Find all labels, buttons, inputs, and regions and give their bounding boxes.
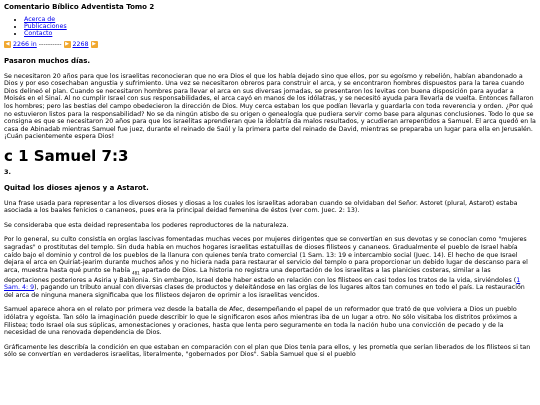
about-link[interactable]: Acerca de: [24, 16, 56, 23]
paragraph-text: apartado de Dios. La historia no registra una deportación de los israelitas a las planicies costeras, similar a las deportaciones posteriores a Asiria y Babilonia. Sin embargo, Israel debe haber estado en relación con los filisteos en casi todos los tratos de la vida, sirviéndoles (: [4, 266, 517, 284]
commentary-paragraph: Se necesitaron 20 años para que los israelitas reconocieran que no era Dios el que los había dejado sino que ellos, por su egoísmo y rebelión, habían abandonado a Dios y por eso cosechaban angustia y sufrimiento. Una vez se necesitaron obreros para construir el arca, y se encontraron hombres dispuestos para la tarea cuando Dios delineó el plan. Cuando se necesitaron hombres para llevar el arca en sus diversas jornadas, se presentaron los levitas con buena disposición para ayudar a Moisés en el Sinaí. Al no cumplir Israel con sus responsabilidades, el arca cayó en manos de los idólatras, y se necesitó ayuda para llevarla de vuelta. Entonces fallaron los hombres; pero las bestias del campo obedecieron la dirección de Dios. Muy cerca estaban los que podían llevarla y guardarla con toda reverencia y orden. ¿Por qué no estuvieron listos para la responsabilidad? No se da ningún atisbo de su origen o genealogía que pudiera servir como base para algunas conclusiones. Todo lo que se consigna es que se necesitaron 20 años para que los israelitas aprendieran que la idolatría da malos resultados, y acudieran arrepentidos a Samuel. El arca quedó en la casa de Abinadab mientras Samuel fue juez, durante el reinado de Saúl y la primera parte del reinado de David, mientras se preparaba un lugar para ella en Jerusalén. ¡Cuán pacientemente espera Dios!: [4, 72, 536, 141]
site-title: Comentario Bíblico Adventista Tomo 2: [4, 3, 155, 11]
left-arrow-icon[interactable]: ◀: [5, 41, 10, 48]
verse-reference: c 1 Samuel 7:3: [4, 146, 129, 165]
link-item: [24, 16, 536, 23]
right-arrow-icon[interactable]: ▶: [65, 41, 69, 48]
verse-number: 3.: [4, 167, 11, 176]
prev-page-link[interactable]: 2266 in: [13, 40, 37, 48]
commentary-paragraph: Gráficamente les describía la condición en que estaban en comparación con el plan que Dios tenía para ellos, y les prometía que serían liberados de los filisteos si tan sólo se convertían en verdaderos israelitas, literalmente, "gobernados por Dios". Sabía Samuel que si el pueblo: [4, 343, 531, 359]
nav-separator: ----------: [38, 40, 62, 48]
next-page-link[interactable]: 2268: [72, 40, 89, 48]
section-heading: Pasaron muchos días.: [4, 56, 91, 65]
paragraph-text: Por lo general, su culto consistía en orgías lascivas fomentadas muchas veces por mujeres dirigentes que se convertían en sus devotas y se conocían como "mujeres sagradas" o prostitutas del templo. Sin duda había en muchos hogares israelitas estatuillas de dioses filisteos y cananeos. Gradualmente el pueblo de Israel había caído bajo el dominio y control de los pueblos de la llanura con quienes tenía trato comercial (1 Sam. 13: 19 e intercambio social (Juec. 14). El hecho de que Israel dejara el arca en Quiriat-jearim durante muchos años y no hiciera nada para restaurar el servicio del templo o para proporcionar un debido lugar de descanso para el arca, muestra hasta qué punto se había: [4, 236, 528, 274]
link-item: [24, 23, 536, 30]
page-navigation: [4, 41, 536, 49]
commentary-paragraph: Samuel aparece ahora en el relato por primera vez desde la batalla de Afec, desempeñando el papel de un reformador que trató de que volviera a Dios un pueblo idólatra y egoísta. Tan sólo la imaginación puede describir lo que le significaron esos años mientras iba de un lugar a otro. No sólo visitaba los distritos próximos a Filistea; todo Israel oía sus súplicas, amonestaciones y oraciones, hasta que lenta pero seguramente en toda la nación hubo una convicción de pecado y de la necesidad de una renovada dependencia de Dios.: [4, 306, 518, 337]
commentary-paragraph: Una frase usada para representar a los diversos dioses y diosas a los cuales los israelitas adoraban cuando se olvidaban del Señor. Astoret (plural, Astarot) estaba asociada a los baales fenicios o cananeos, pues era la principal deidad femenina de éstos (ver com. Juec. 2: 13).: [4, 199, 518, 215]
commentary-paragraph: Se consideraba que esta deidad representaba los poderes reproductores de la naturaleza.: [4, 221, 289, 229]
paragraph-text: ), pagando un tributo anual con diversas clases de productos y deleitándose en las orgías de los lugares altos tan comunes en todo el país. La restauración del arca de ninguna manera significaba que los filisteos dejaron de oprimir a los israelitas vencidos.: [4, 284, 525, 299]
commentary-paragraph: [4, 236, 536, 299]
contact-link[interactable]: Contacto: [24, 30, 53, 38]
bible-reference-link[interactable]: 1 Sam. 4: 9: [4, 276, 521, 292]
section-heading: Quitad los dioses ajenos y a Astarot.: [4, 183, 149, 192]
site-links: [4, 16, 536, 38]
page-number: 481: [132, 269, 140, 275]
publications-link[interactable]: Publicaciones: [24, 23, 67, 31]
right-arrow-icon[interactable]: ▶: [92, 41, 96, 48]
link-item: [24, 30, 536, 37]
